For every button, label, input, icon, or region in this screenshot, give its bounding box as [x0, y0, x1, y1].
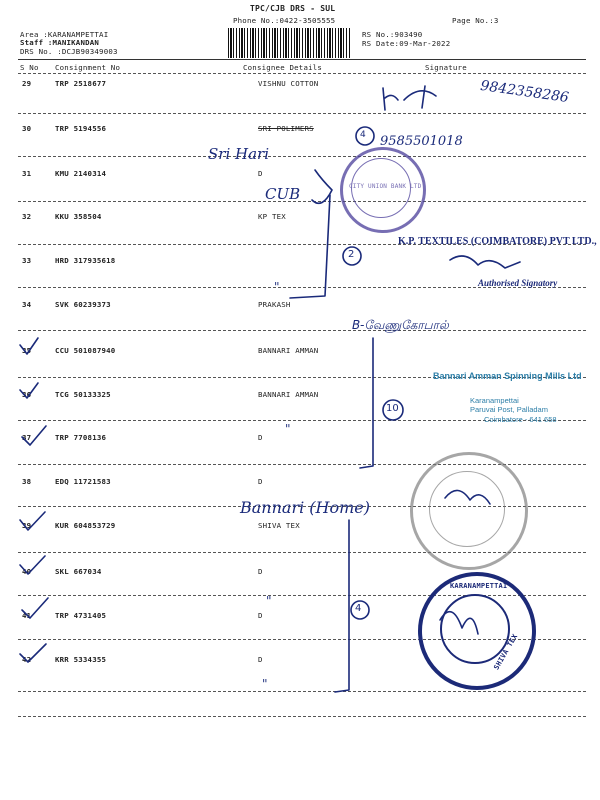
col-s-no: S No	[20, 63, 39, 72]
consignee-name: D	[258, 169, 263, 178]
handwritten-bannari-home: Bannari (Home)	[240, 498, 371, 517]
rs-number: RS No.:903490	[362, 30, 423, 39]
kp-authorised-signatory: Authorised Signatory	[478, 278, 558, 288]
handwritten-ditto-row-37: "	[285, 422, 291, 436]
col-signature: Signature	[425, 63, 467, 72]
city-union-bank-text: CITY UNION BANK LTD	[349, 183, 422, 190]
consignee-name: PRAKASH	[258, 300, 291, 309]
bannari-address-1: Karanampettai	[470, 396, 519, 405]
handwritten-phone-row-30: 9585501018	[380, 134, 463, 149]
row-number: 33	[22, 256, 32, 265]
bracket-rows-31-34	[290, 195, 330, 298]
consignment-number: TRP 5194556	[55, 124, 107, 133]
phone-number: Phone No.:0422-3505555	[233, 16, 336, 25]
consignment-number: TRP 2518677	[55, 79, 107, 88]
staff-label: Staff :MANIKANDAN	[20, 38, 100, 47]
signature-shiva	[440, 612, 478, 634]
col-consignee: Consignee Details	[243, 63, 323, 72]
bannari-address-3: Coimbatore - 641 658	[484, 415, 557, 424]
row-number: 41	[22, 611, 32, 620]
handwritten-cub: CUB	[265, 185, 301, 203]
checkmark-row-41	[22, 598, 48, 618]
kp-company-stamp: K.P. TEXTILES (COIMBATORE) PVT LTD.,	[398, 236, 597, 247]
consignee-name: D	[258, 611, 263, 620]
consignment-number: HRD 317935618	[55, 256, 116, 265]
consignee-name: D	[258, 655, 263, 664]
checkmark-row-39	[20, 512, 45, 530]
handwritten-circle-4: 4	[355, 603, 362, 614]
consignee-name: BANNARI AMMAN	[258, 390, 319, 399]
handwritten-phone-row-29: 9842358286	[479, 77, 570, 107]
consignee-name: BANNARI AMMAN	[258, 346, 319, 355]
rs-date: RS Date:09-Mar-2022	[362, 39, 451, 48]
consignment-number: EDQ 11721583	[55, 477, 111, 486]
consignee-name: D	[258, 567, 263, 576]
signature-bannari	[445, 490, 490, 504]
row-number: 40	[22, 567, 32, 576]
consignee-name: D	[258, 433, 263, 442]
checkmark-row-40	[20, 556, 45, 574]
page-number: Page No.:3	[452, 16, 499, 25]
checkmark-row-36	[20, 383, 38, 398]
consignment-number: KUR 604853729	[55, 521, 116, 530]
checkmark-row-37	[22, 426, 46, 445]
bannari-company-stamp: Bannari Amman Spinning Mills Ltd	[433, 371, 582, 381]
handwritten-bannari-tamil: B-வேணுகோபால்	[352, 318, 449, 332]
consignment-number: KMU 2140314	[55, 169, 107, 178]
col-consignment: Consignment No	[55, 63, 121, 72]
signature-kp-tex	[450, 256, 520, 268]
consignment-number: TRP 7708136	[55, 433, 107, 442]
handwritten-circle-2: 2	[348, 249, 355, 260]
row-number: 39	[22, 521, 32, 530]
checkmark-row-42	[20, 644, 46, 662]
row-number: 30	[22, 124, 32, 133]
row-number: 31	[22, 169, 32, 178]
consignment-number: CCU 501087940	[55, 346, 116, 355]
consignment-number: SKL 667034	[55, 567, 102, 576]
handwritten-circle-10: 10	[386, 403, 399, 414]
row-number: 34	[22, 300, 32, 309]
bannari-address-2: Paruvai Post, Palladam	[470, 405, 548, 414]
consignee-name: VISHNU COTTON	[258, 79, 319, 88]
consignment-number: TRP 4731405	[55, 611, 107, 620]
handwritten-sri-hari: Sri Hari	[208, 145, 270, 163]
signature-row-29	[383, 86, 436, 110]
shiva-place-text: KARANAMPETTAI	[450, 582, 508, 590]
signature-row-31	[312, 170, 332, 203]
drs-number: DRS No. :DCJB90349003	[20, 47, 118, 56]
bracket-rows-39-42	[335, 520, 349, 692]
consignment-number: TCG 50133325	[55, 390, 111, 399]
consignment-number: KRR 5334355	[55, 655, 107, 664]
checkmark-row-35	[20, 338, 38, 354]
consignment-number: SVK 60239373	[55, 300, 111, 309]
handwritten-circle-4-label: 4	[360, 130, 366, 140]
row-number: 42	[22, 655, 32, 664]
shiva-tex-text: SHIVA TEX	[492, 632, 520, 672]
row-number: 29	[22, 79, 32, 88]
drs-title: TPC/CJB DRS - SUL	[250, 4, 336, 13]
consignment-number: KKU 358504	[55, 212, 102, 221]
handwritten-ditto-row-33: "	[274, 280, 280, 294]
consignee-name: SRI POLIMERS	[258, 124, 314, 133]
row-number: 35	[22, 346, 32, 355]
bracket-rows-35-37	[360, 338, 373, 468]
row-number: 38	[22, 477, 32, 486]
consignee-name: KP TEX	[258, 212, 286, 221]
consignee-name: SHIVA TEX	[258, 521, 300, 530]
area-label: Area :KARANAMPETTAI	[20, 30, 109, 39]
row-number: 36	[22, 390, 32, 399]
consignee-name: D	[258, 477, 263, 486]
row-number: 32	[22, 212, 32, 221]
row-number: 37	[22, 433, 32, 442]
handwritten-ditto-row-41: "	[266, 594, 272, 608]
handwritten-ditto-row-42: "	[262, 677, 268, 691]
